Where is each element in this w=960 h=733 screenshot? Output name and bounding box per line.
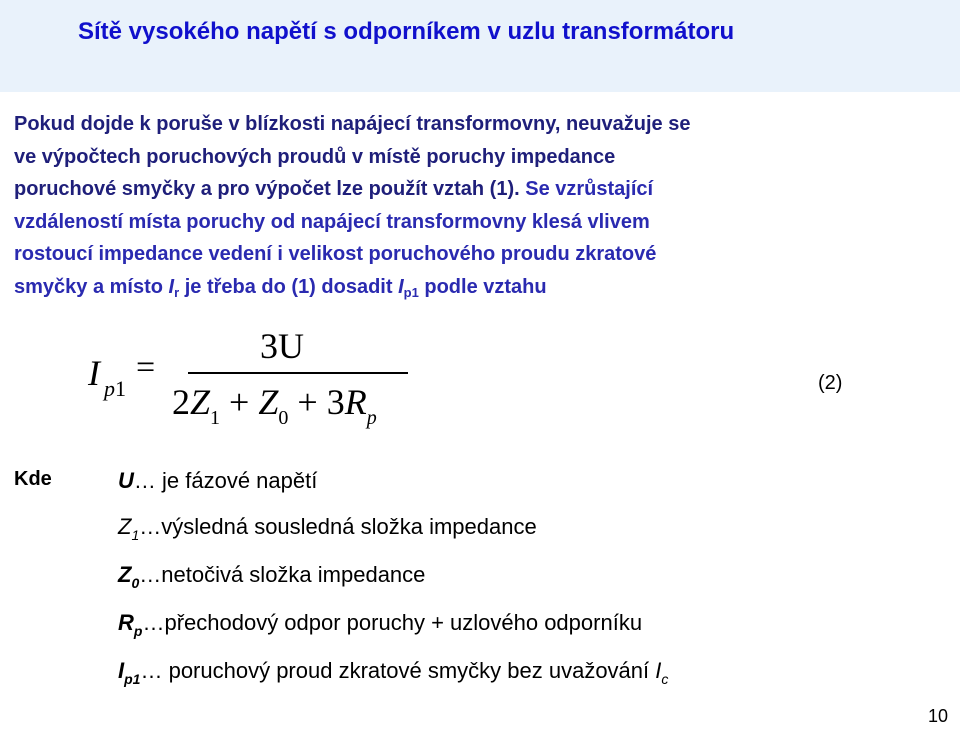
formula-denominator: $2Z_1 + Z_0 + 3R_p$ [172, 382, 377, 429]
definition-subscript: p1 [124, 671, 141, 687]
definition-U [118, 468, 317, 494]
paragraph-line-6c: podle vztahu [418, 275, 547, 298]
paragraph-line-1: Pokud dojde k poruše v blízkosti napájecí transformovny, neuvažuje se [14, 113, 691, 135]
formula-equals: = [136, 349, 156, 386]
formula-ip1 [88, 325, 428, 435]
definition-text: …netočivá složka impedance [139, 562, 426, 587]
definition-Z0 [118, 562, 425, 591]
definition-text: … poruchový proud zkratové smyčky bez uvažování [140, 658, 656, 683]
paragraph-line-3a: poruchové smyčky a pro výpočet lze použít vztah (1). [14, 178, 520, 200]
symbol-I-r: I [168, 275, 175, 298]
definition-symbol: Z [118, 514, 132, 539]
paragraph-line-2: ve výpočtech poruchových proudů v místě poruchy impedance [14, 145, 616, 168]
title-band [0, 0, 960, 92]
definition-text: …výsledná sousledná složka impedance [139, 514, 537, 539]
definition-symbol: Z [118, 562, 132, 587]
definition-Rp [118, 610, 642, 639]
paragraph-line-6b: je třeba do (1) dosadit [179, 275, 399, 298]
formula-lhs: I [88, 353, 100, 393]
paragraph-line-6a: smyčky a místo [14, 275, 169, 298]
page-number: 10 [927, 706, 948, 726]
definition-Ip1 [118, 658, 668, 687]
page-title: Sítě vysokého napětí s odporníkem v uzlu transformátoru [78, 18, 735, 45]
definition-subscript: p [133, 623, 143, 639]
definition-tail-symbol: I [655, 658, 662, 683]
definition-text: … je fázové napětí [133, 468, 318, 493]
definition-Z1 [118, 514, 537, 543]
intro-paragraph [14, 108, 944, 309]
definition-symbol: I [118, 658, 125, 683]
definition-subscript: 1 [131, 527, 140, 543]
fraction-bar [188, 372, 408, 374]
definition-text: …přechodový odpor poruchy + uzlového odporníku [142, 610, 643, 635]
paragraph-line-3b: Se vzrůstající [519, 178, 654, 200]
kde-label: Kde [14, 468, 52, 490]
definition-tail-subscript: c [661, 671, 669, 687]
paragraph-line-4: vzdáleností místa poruchy od napájecí transformovny klesá vlivem [14, 210, 650, 233]
formula-numerator: 3U [260, 326, 304, 366]
definition-subscript: 0 [131, 575, 140, 591]
paragraph-line-6 [14, 276, 547, 298]
paragraph-line-5: rostoucí impedance vedení i velikost poruchového proudu zkratové [14, 243, 657, 265]
symbol-I-p1: I [398, 275, 404, 298]
equation-number: (2) [818, 372, 843, 394]
formula-lhs-sub: p1 [104, 376, 126, 401]
definition-symbol: U [118, 468, 134, 493]
definition-symbol: R [118, 610, 134, 635]
symbol-I-r-sub: r [174, 284, 180, 300]
symbol-I-p1-sub: p1 [403, 284, 419, 300]
